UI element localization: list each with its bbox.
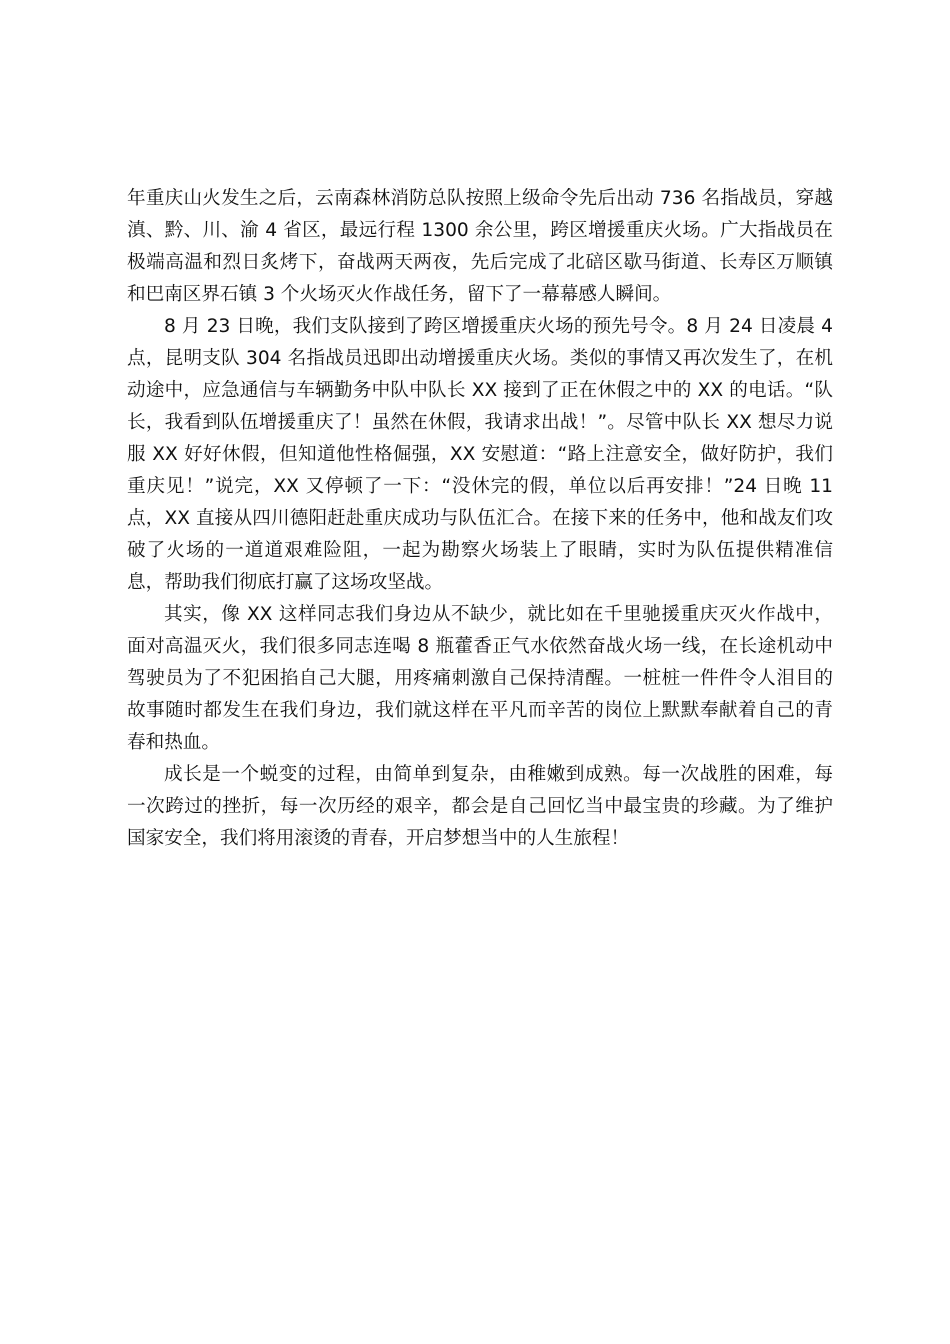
body-text (127, 183, 833, 855)
paragraph-continuation: 年重庆山火发生之后，云南森林消防总队按照上级命令先后出动 736 名指战员，穿越滇、黔、川、渝 4 省区，最远行程 1300 余公里，跨区增援重庆火场。广大指战员在极端高温和烈日炙烤下，奋战两天两夜，先后完成了北碚区歇马街道、长寿区万顺镇和巴南区界石镇 3 个火场灭火作战任务，留下了一幕幕感人瞬间。 (127, 188, 833, 305)
paragraph-growth: 成长是一个蜕变的过程，由简单到复杂，由稚嫩到成熟。每一次战胜的困难，每一次跨过的挫折，每一次历经的艰辛，都会是自己回忆当中最宝贵的珍藏。为了维护国家安全，我们将用滚烫的青春，开启梦想当中的人生旅程！ (127, 764, 833, 849)
paragraph-reinforcement-order: 8 月 23 日晚，我们支队接到了跨区增援重庆火场的预先号令。8 月 24 日凌晨 4 点，昆明支队 304 名指战员迅即出动增援重庆火场。类似的事情又再次发生了，在机动途中，应急通信与车辆勤务中队中队长 XX 接到了正在休假之中的 XX 的电话。“队长，我看到队伍增援重庆了！虽然在休假，我请求出战！”。尽管中队长 XX 想尽力说服 XX 好好休假，但知道他性格倔强，XX 安慰道：“路上注意安全，做好防护，我们重庆见！”说完，XX 又停顿了一下：“没休完的假，单位以后再安排！”24 日晚 11 点，XX 直接从四川德阳赶赴重庆成功与队伍汇合。在接下来的任务中，他和战友们攻破了火场的一道道艰难险阻，一起为勘察火场装上了眼睛，实时为队伍提供精准信息，帮助我们彻底打赢了这场攻坚战。 (127, 316, 833, 593)
paragraph-comrades: 其实，像 XX 这样同志我们身边从不缺少，就比如在千里驰援重庆灭火作战中，面对高温灭火，我们很多同志连喝 8 瓶藿香正气水依然奋战火场一线，在长途机动中驾驶员为了不犯困掐自己大腿，用疼痛刺激自己保持清醒。一桩桩一件件令人泪目的故事随时都发生在我们身边，我们就这样在平凡而辛苦的岗位上默默奉献着自己的青春和热血。 (127, 604, 833, 753)
